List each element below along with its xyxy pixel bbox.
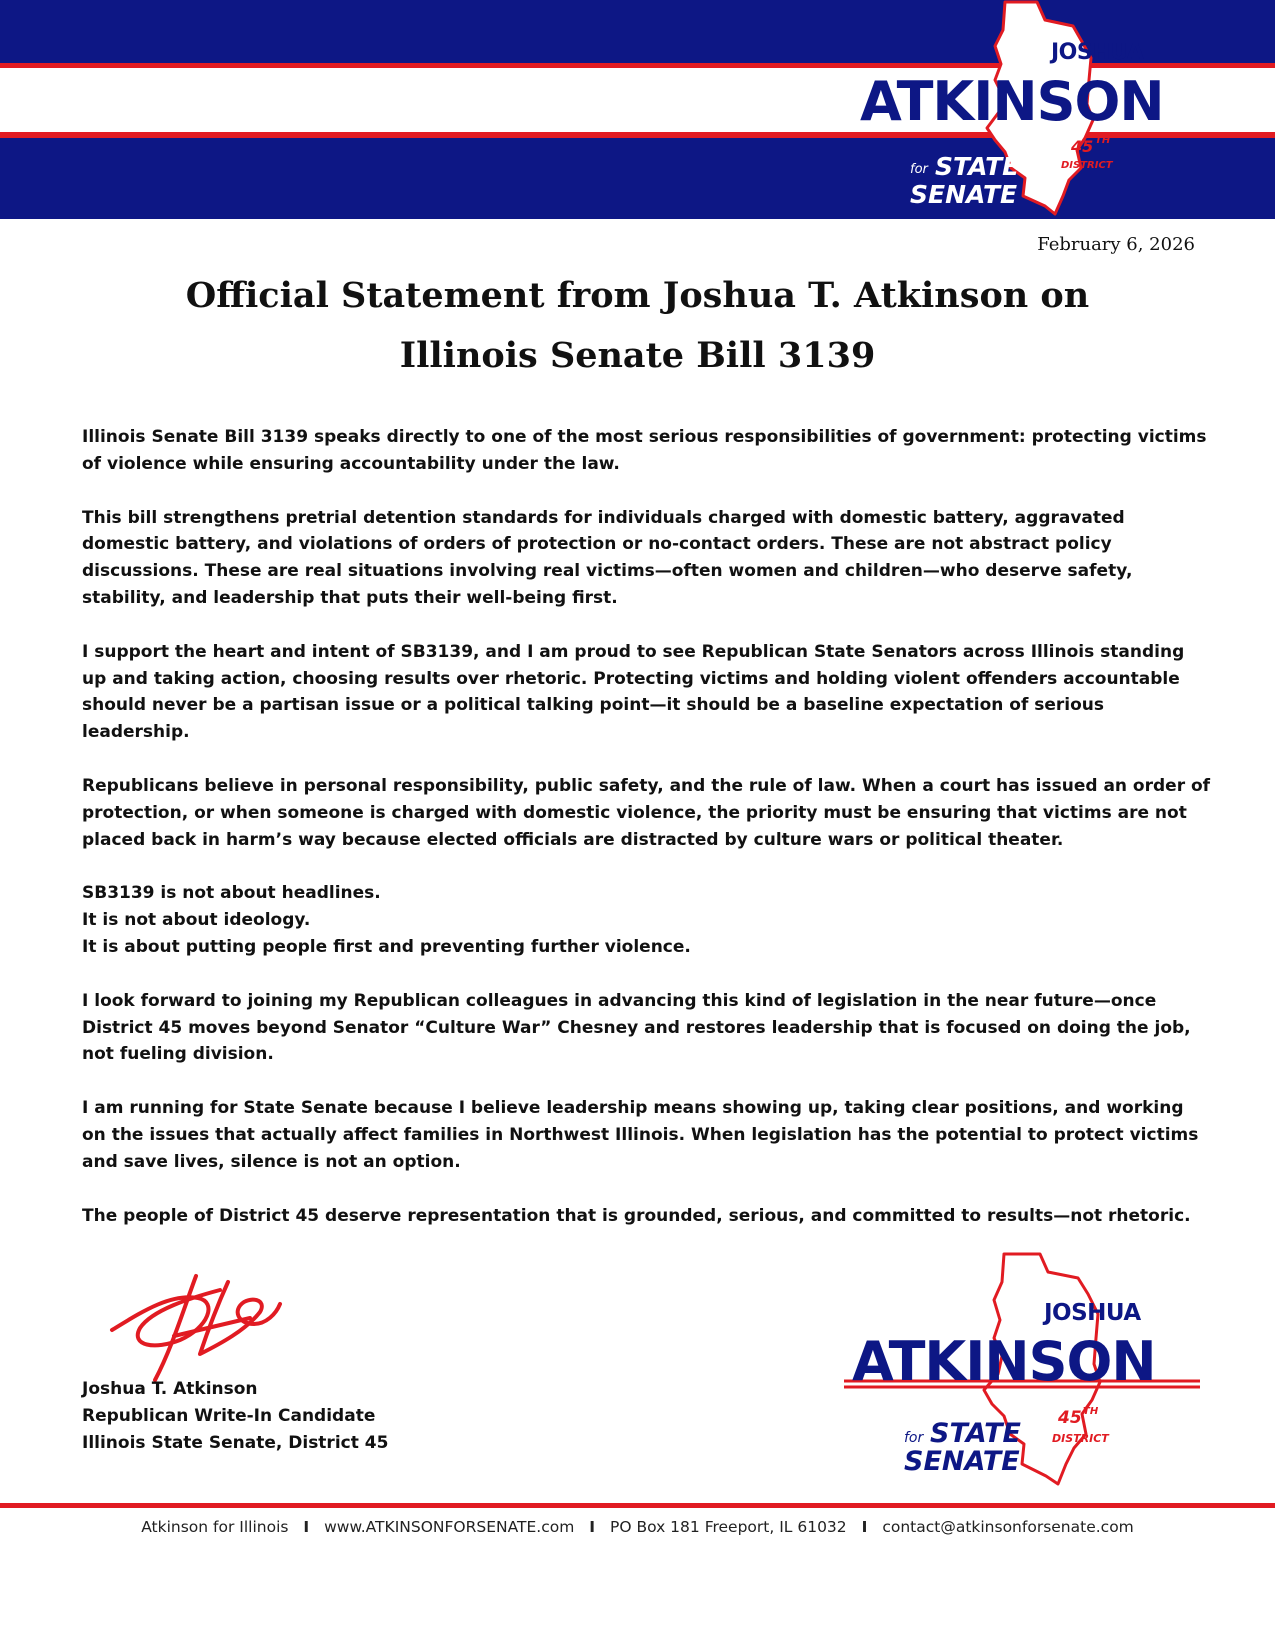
- signature-block: [82, 1376, 388, 1456]
- paragraph: Illinois Senate Bill 3139 speaks directly to one of the most serious responsibilities of government: protecting victims of violence while ensuring accountability under the law.: [82, 427, 1207, 474]
- footer-separator: I: [303, 1518, 310, 1536]
- footer-org: Atkinson for Illinois: [141, 1518, 289, 1536]
- footer-contact-line: [0, 1518, 1275, 1536]
- signer-role: Republican Write-In Candidate: [82, 1405, 376, 1426]
- statement-body: [82, 424, 1212, 1256]
- paragraph: I support the heart and intent of SB3139, and I am proud to see Republican State Senators across Illinois standing up and taking action, choosing results over rhetoric. Protecting victims and holding violent offenders accountable should never be a partisan issue or a political talking point—it should be a baseline expectation of serious leadership.: [82, 641, 1185, 743]
- footer-divider: [0, 1503, 1275, 1508]
- line: SB3139 is not about headlines.: [82, 883, 381, 904]
- logo-district-suffix: TH: [1083, 1406, 1099, 1417]
- logo-for-word: for: [904, 1430, 924, 1446]
- paragraph: I look forward to joining my Republican colleagues in advancing this kind of legislation in the near future—once District 45 moves beyond Senator “Culture War” Chesney and restores leadership that is focused on doing the job, not fueling division.: [82, 990, 1191, 1065]
- logo-office-line2: SENATE: [910, 180, 1018, 209]
- paragraph: Republicans believe in personal responsibility, public safety, and the rule of law. When a court has issued an order of protection, or when someone is charged with domestic violence, the priority must be ensuring that victims are not placed back in harm’s way because elected officials are distracted by culture wars or political theater.: [82, 775, 1211, 850]
- footer-separator: I: [589, 1518, 596, 1536]
- campaign-logo-large: [844, 1250, 1204, 1490]
- logo-last-name: ATKINSON: [852, 1330, 1156, 1393]
- logo-first-name: JOSHUA: [1051, 40, 1144, 65]
- statement-date: February 6, 2026: [1037, 234, 1195, 255]
- logo-district-word: DISTRICT: [1052, 1432, 1109, 1445]
- footer-separator: I: [861, 1518, 868, 1536]
- title-line-2: Illinois Senate Bill 3139: [399, 335, 876, 376]
- logo-district-number: 45: [1071, 137, 1094, 156]
- logo-district-suffix: TH: [1095, 135, 1111, 146]
- logo-for-word: for: [910, 162, 928, 177]
- logo-office-line2: SENATE: [904, 1446, 1020, 1477]
- title-line-1: Official Statement from Joshua T. Atkinson on: [185, 275, 1090, 316]
- footer-email-link[interactable]: contact@atkinsonforsenate.com: [882, 1518, 1134, 1536]
- footer-address: PO Box 181 Freeport, IL 61032: [609, 1518, 847, 1536]
- line: It is about putting people first and preventing further violence.: [82, 936, 691, 957]
- paragraph-short-lines: [82, 880, 1212, 960]
- paragraph: This bill strengthens pretrial detention standards for individuals charged with domestic battery, aggravated domestic battery, and violations of orders of protection or no-contact orders. These are not abstract policy discussions. These are real situations involving real victims—often women and children—who deserve safety, stability, and leadership that puts their well-being first.: [82, 507, 1133, 608]
- logo-office-line1: STATE: [935, 152, 1020, 181]
- logo-last-name: ATKINSON: [860, 70, 1164, 133]
- footer-website-link[interactable]: www.ATKINSONFORSENATE.com: [324, 1518, 575, 1536]
- logo-district-word: DISTRICT: [1061, 160, 1113, 171]
- line: It is not about ideology.: [82, 910, 311, 931]
- signer-name: Joshua T. Atkinson: [82, 1379, 258, 1399]
- letterhead-banner: [0, 0, 1275, 219]
- logo-first-name: JOSHUA: [1044, 1300, 1141, 1326]
- paragraph: The people of District 45 deserve representation that is grounded, serious, and committed to results—not rhetoric.: [82, 1205, 1191, 1226]
- paragraph: I am running for State Senate because I believe leadership means showing up, taking clear positions, and working on the issues that actually affect families in Northwest Illinois. When legislation has the potential to protect victims and save lives, silence is not an option.: [82, 1098, 1199, 1172]
- logo-district-number: 45: [1058, 1408, 1082, 1428]
- campaign-logo: [855, 0, 1185, 219]
- signer-office: Illinois State Senate, District 45: [82, 1432, 389, 1453]
- page-title: [0, 266, 1275, 386]
- logo-office-line1: STATE: [930, 1418, 1021, 1449]
